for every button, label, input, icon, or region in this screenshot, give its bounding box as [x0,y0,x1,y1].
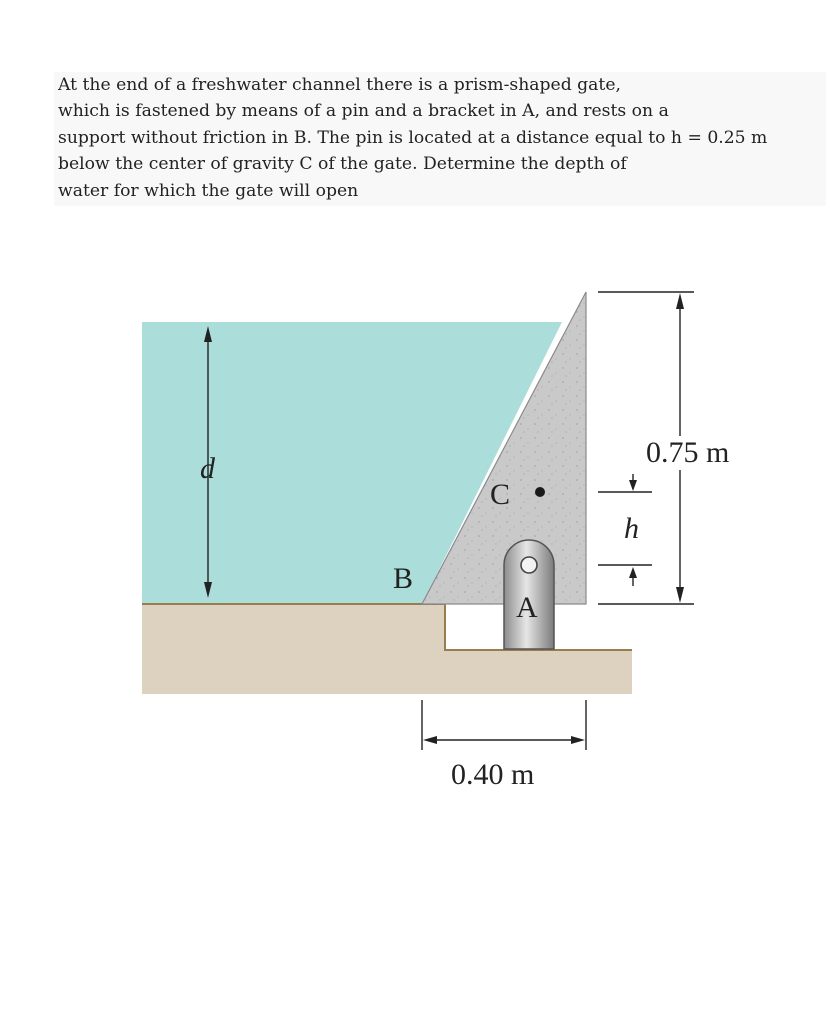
label-d: d [200,452,215,485]
problem-line: below the center of gravity C of the gate. Determine the depth of [58,154,627,175]
label-h: h [624,512,639,545]
problem-line: At the end of a freshwater channel there is a prism-shaped gate, [58,75,621,95]
gravity-center-dot [535,487,545,497]
label-a: A [516,591,538,624]
label-b: B [393,562,414,595]
dimension-0-40 [422,700,586,750]
problem-line: support without friction in B. The pin is located at a distance equal to h = 0.25 m [58,127,768,148]
problem-line: water for which the gate will open [58,180,359,201]
pin-circle [521,557,537,573]
label-c: C [490,478,511,511]
problem-line: which is fastened by means of a pin and a bracket in A, and rests on a [58,101,669,122]
label-0-75: 0.75 m [646,436,730,469]
label-0-40: 0.40 m [451,758,535,791]
